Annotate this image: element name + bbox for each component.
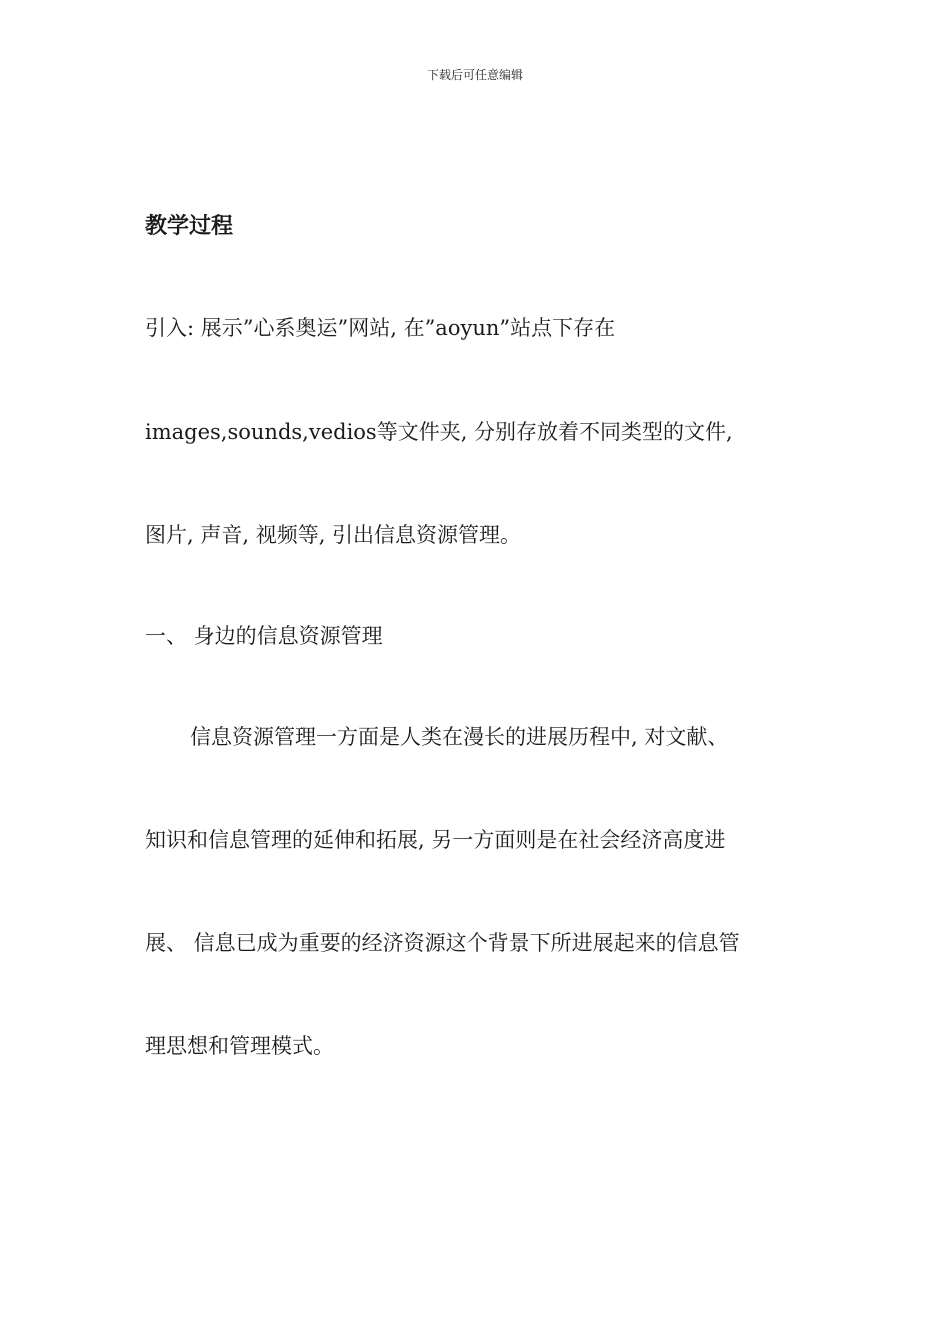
body-line-1: 信息资源管理一方面是人类在漫长的进展历程中, 对文献、 bbox=[190, 725, 729, 749]
intro-line-1: 引入: 展示”心系奥运”网站, 在”aoyun”站点下存在 bbox=[145, 316, 616, 340]
intro-line-3: 图片, 声音, 视频等, 引出信息资源管理。 bbox=[145, 523, 522, 547]
body-line-4: 理思想和管理模式。 bbox=[145, 1034, 334, 1058]
subsection-heading: 一、 身边的信息资源管理 bbox=[145, 624, 383, 648]
intro-line-2: images,sounds,vedios等文件夹, 分别存放着不同类型的文件, bbox=[145, 420, 733, 444]
body-line-3: 展、 信息已成为重要的经济资源这个背景下所进展起来的信息管 bbox=[145, 931, 740, 955]
page-header-text: 下载后可任意编辑 bbox=[426, 68, 523, 82]
body-line-2: 知识和信息管理的延伸和拓展, 另一方面则是在社会经济高度进 bbox=[145, 828, 726, 852]
section-title: 教学过程 bbox=[145, 214, 234, 239]
